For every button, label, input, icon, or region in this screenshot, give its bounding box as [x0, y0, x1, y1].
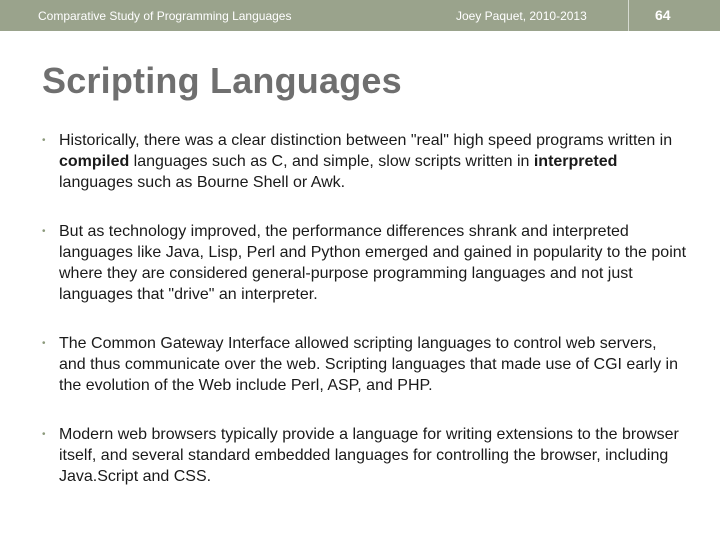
bullet-list	[42, 130, 687, 515]
bullet-text-1-part-1: Historically, there was a clear distinction between "real" high speed programs written in	[59, 132, 673, 149]
bullet-icon: •	[42, 338, 46, 349]
bullet-item-4	[42, 424, 687, 487]
bullet-text-1-part-3: languages such as Bourne Shell or Awk.	[59, 174, 346, 191]
bullet-emphasis-interpreted: interpreted	[533, 153, 618, 170]
bullet-icon: •	[42, 429, 46, 440]
bullet-icon: •	[42, 226, 46, 237]
header-divider	[628, 0, 629, 31]
bullet-text-3: The Common Gateway Interface allowed scripting languages to control web servers, and thus communicate over the web. Scripting languages that made use of CGI early in the evolution of the Web include Perl, ASP, and PHP.	[59, 335, 679, 394]
bullet-emphasis-compiled: compiled	[59, 153, 130, 170]
bullet-item-3	[42, 333, 687, 396]
bullet-text-2: But as technology improved, the performance differences shrank and interpreted languages like Java, Lisp, Perl and Python emerged and gained in popularity to the point where they are considered general-purpose programming languages and not just languages that "drive" an interpreter.	[59, 223, 687, 303]
bullet-text-4: Modern web browsers typically provide a language for writing extensions to the browser itself, and several standard embedded languages for controlling the browser, including Java.Script and CSS.	[59, 426, 679, 485]
course-title: Comparative Study of Programming Languages	[38, 9, 292, 23]
bullet-item-2	[42, 221, 687, 305]
bullet-text-1-part-2: languages such as C, and simple, slow scripts written in	[129, 153, 534, 170]
page-number: 64	[655, 7, 671, 23]
author-date: Joey Paquet, 2010-2013	[456, 9, 587, 23]
bullet-item-1	[42, 130, 687, 193]
bullet-icon: •	[42, 135, 46, 146]
slide-title: Scripting Languages	[42, 60, 402, 101]
header-bar	[0, 0, 720, 31]
